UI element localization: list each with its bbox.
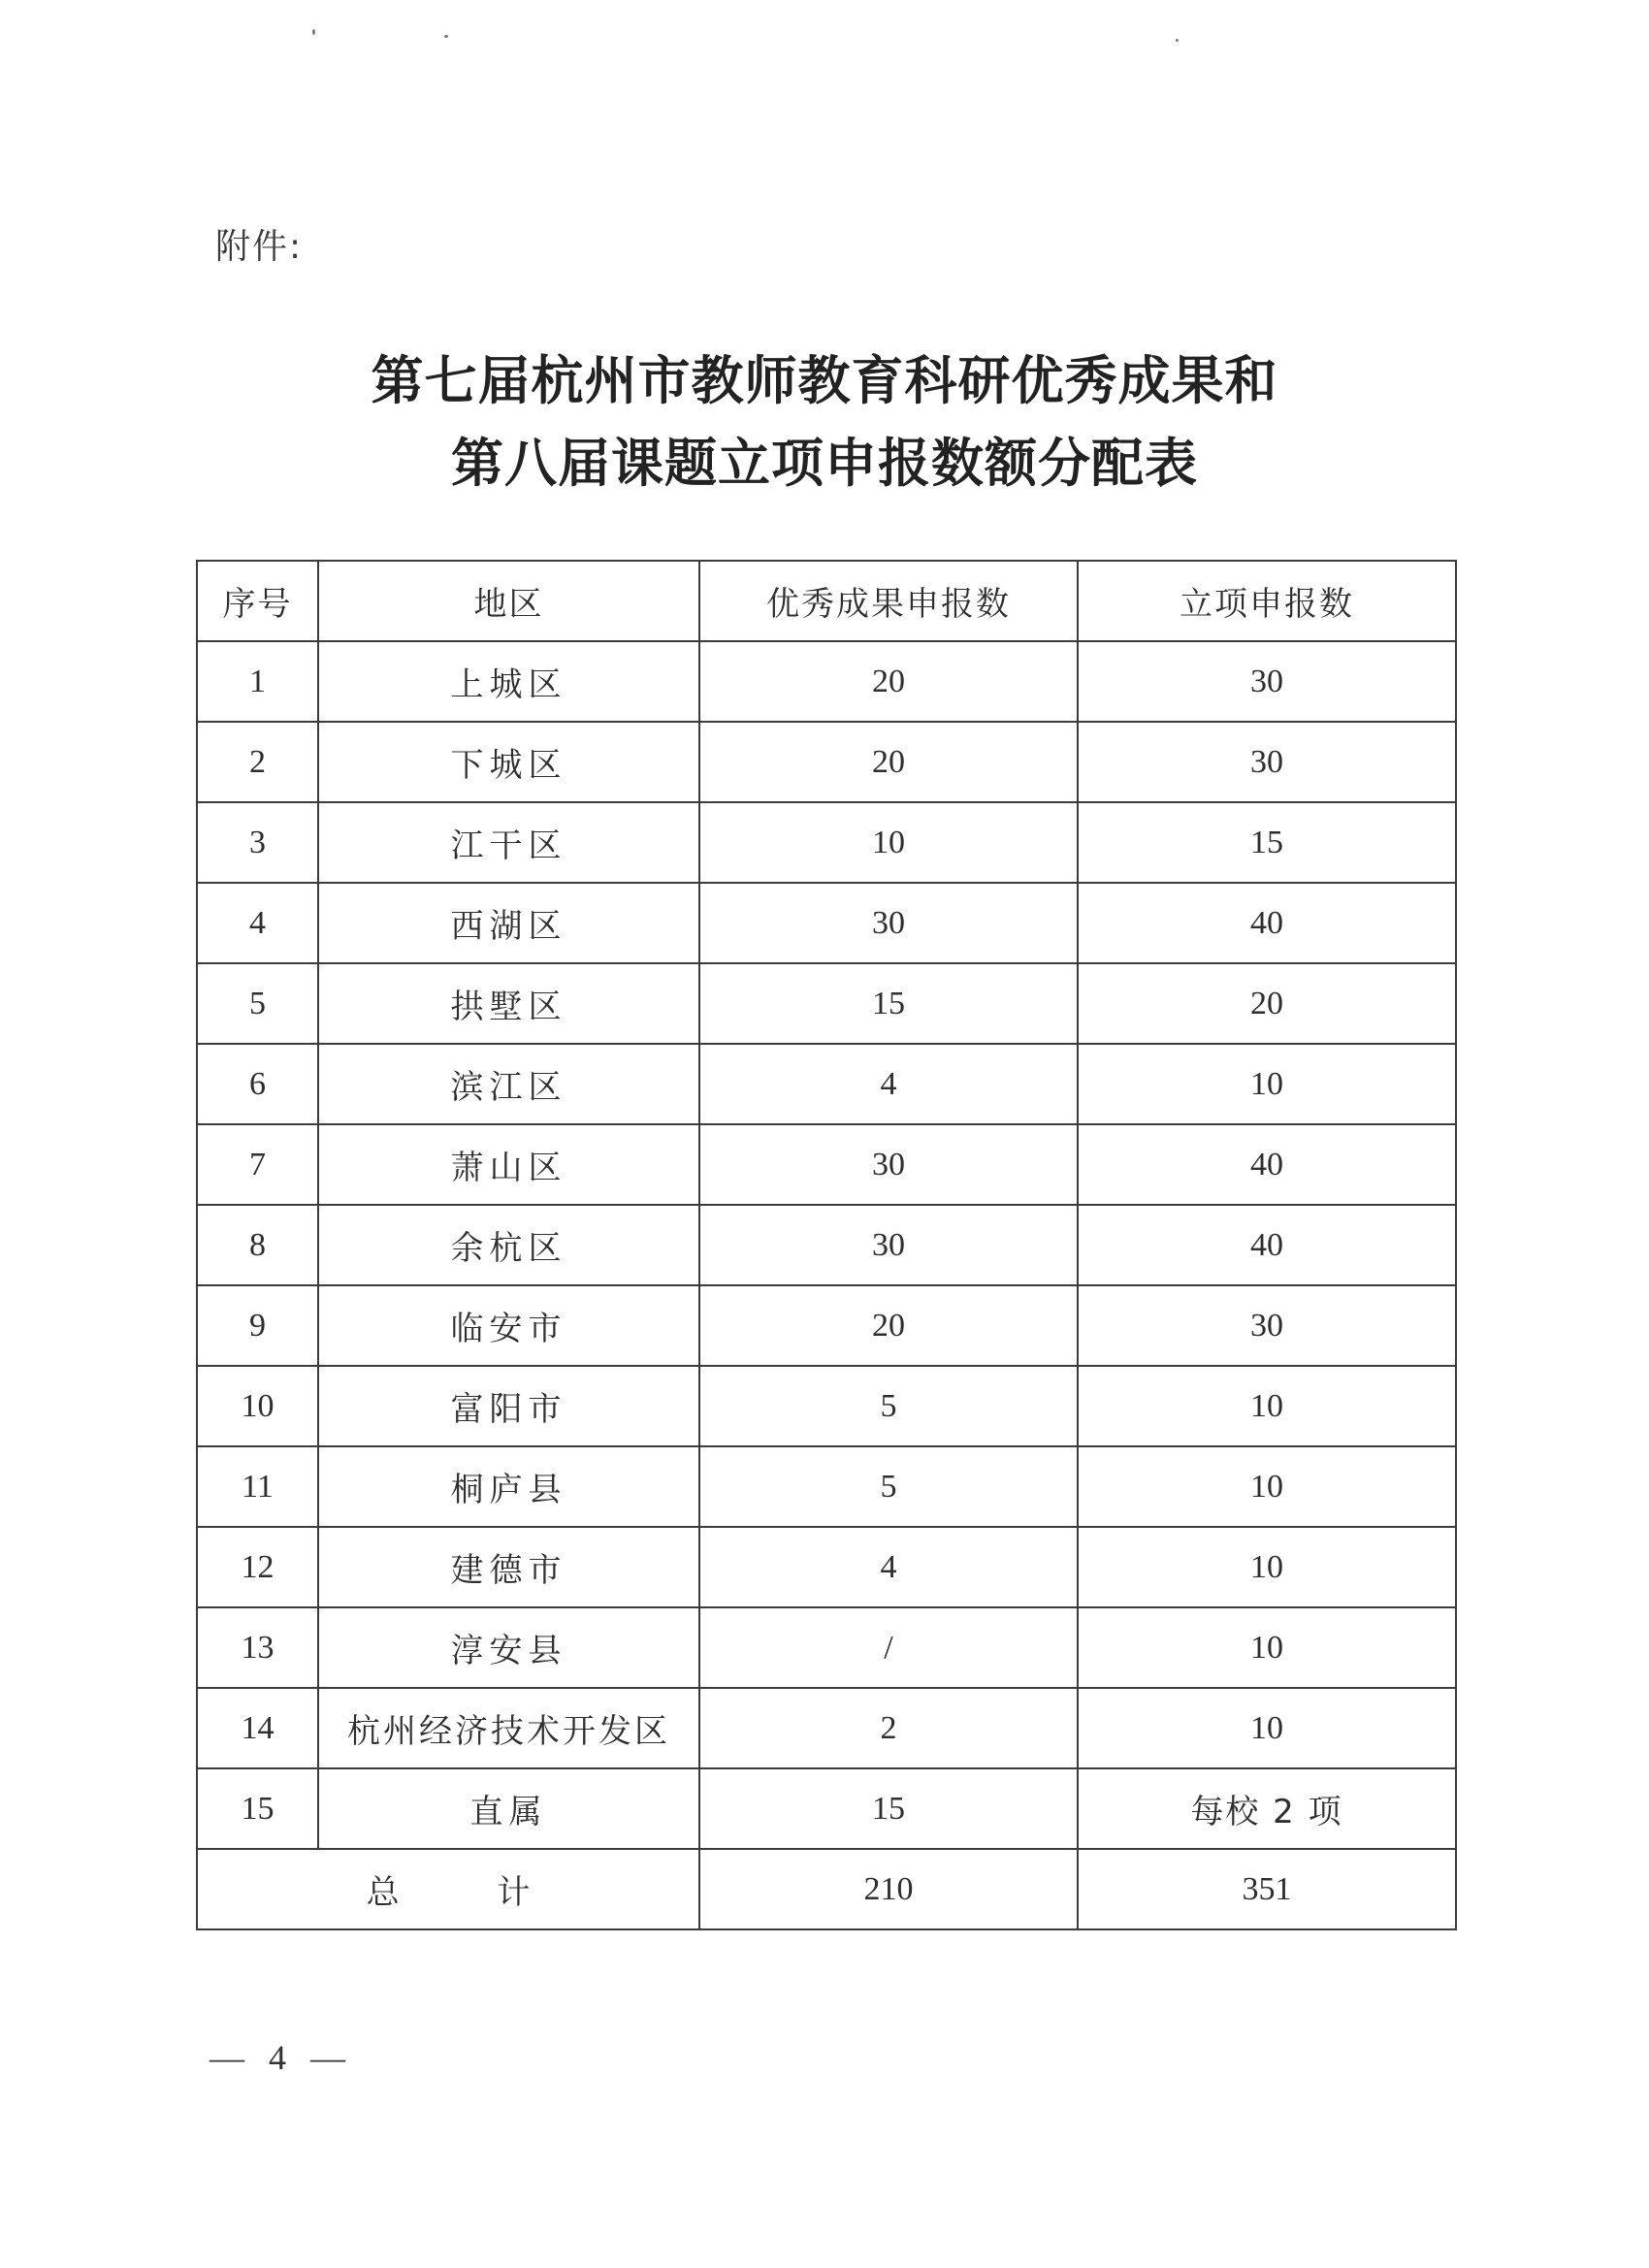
table-row bbox=[197, 1285, 1456, 1366]
table-row bbox=[197, 1205, 1456, 1285]
row-project-count: 每校 2 项 bbox=[1078, 1768, 1456, 1849]
header-region: 地区 bbox=[318, 561, 699, 641]
table-row bbox=[197, 1607, 1456, 1688]
header-project-count: 立项申报数 bbox=[1078, 561, 1456, 641]
row-region: 拱墅区 bbox=[318, 963, 699, 1044]
row-achievement-count: 15 bbox=[699, 963, 1078, 1044]
row-region: 上城区 bbox=[318, 641, 699, 722]
table-row bbox=[197, 1768, 1456, 1849]
row-region: 余杭区 bbox=[318, 1205, 699, 1285]
row-region: 萧山区 bbox=[318, 1124, 699, 1205]
row-index: 6 bbox=[197, 1044, 318, 1124]
row-region: 江干区 bbox=[318, 802, 699, 883]
row-project-count: 10 bbox=[1078, 1044, 1456, 1124]
table-row bbox=[197, 722, 1456, 802]
row-index: 14 bbox=[197, 1688, 318, 1768]
row-project-count: 10 bbox=[1078, 1366, 1456, 1446]
scan-speck bbox=[312, 29, 315, 35]
page-number: — 4 — bbox=[210, 2038, 353, 2077]
table-total-row bbox=[197, 1849, 1456, 1929]
row-achievement-count: 30 bbox=[699, 1205, 1078, 1285]
table-row bbox=[197, 641, 1456, 722]
row-achievement-count: 5 bbox=[699, 1366, 1078, 1446]
row-index: 10 bbox=[197, 1366, 318, 1446]
row-region: 富阳市 bbox=[318, 1366, 699, 1446]
header-achievement-count: 优秀成果申报数 bbox=[699, 561, 1078, 641]
row-project-count: 10 bbox=[1078, 1688, 1456, 1768]
row-index: 12 bbox=[197, 1527, 318, 1607]
row-region: 直属 bbox=[318, 1768, 699, 1849]
row-achievement-count: 20 bbox=[699, 641, 1078, 722]
quota-allocation-table bbox=[196, 560, 1457, 1930]
row-index: 8 bbox=[197, 1205, 318, 1285]
table-row bbox=[197, 1688, 1456, 1768]
row-index: 9 bbox=[197, 1285, 318, 1366]
scan-speck bbox=[1176, 39, 1179, 42]
row-achievement-count: 20 bbox=[699, 1285, 1078, 1366]
row-project-count: 15 bbox=[1078, 802, 1456, 883]
table-row bbox=[197, 802, 1456, 883]
row-index: 13 bbox=[197, 1607, 318, 1688]
row-index: 7 bbox=[197, 1124, 318, 1205]
row-index: 2 bbox=[197, 722, 318, 802]
table-header-row bbox=[197, 561, 1456, 641]
row-region: 临安市 bbox=[318, 1285, 699, 1366]
row-region: 西湖区 bbox=[318, 883, 699, 963]
table-row bbox=[197, 963, 1456, 1044]
table-row bbox=[197, 883, 1456, 963]
table-row bbox=[197, 1527, 1456, 1607]
row-achievement-count: 4 bbox=[699, 1527, 1078, 1607]
row-achievement-count: 30 bbox=[699, 883, 1078, 963]
row-region: 下城区 bbox=[318, 722, 699, 802]
row-project-count: 30 bbox=[1078, 641, 1456, 722]
row-achievement-count: 2 bbox=[699, 1688, 1078, 1768]
row-index: 4 bbox=[197, 883, 318, 963]
row-project-count: 40 bbox=[1078, 1124, 1456, 1205]
row-project-count: 10 bbox=[1078, 1446, 1456, 1527]
row-achievement-count: / bbox=[699, 1607, 1078, 1688]
row-achievement-count: 10 bbox=[699, 802, 1078, 883]
row-project-count: 30 bbox=[1078, 722, 1456, 802]
attachment-label: 附件: bbox=[215, 227, 304, 267]
row-achievement-count: 30 bbox=[699, 1124, 1078, 1205]
row-index: 5 bbox=[197, 963, 318, 1044]
row-region: 桐庐县 bbox=[318, 1446, 699, 1527]
row-index: 11 bbox=[197, 1446, 318, 1527]
row-project-count: 40 bbox=[1078, 883, 1456, 963]
row-project-count: 10 bbox=[1078, 1607, 1456, 1688]
row-project-count: 40 bbox=[1078, 1205, 1456, 1285]
table-row bbox=[197, 1124, 1456, 1205]
row-project-count: 20 bbox=[1078, 963, 1456, 1044]
row-achievement-count: 15 bbox=[699, 1768, 1078, 1849]
row-achievement-count: 5 bbox=[699, 1446, 1078, 1527]
row-index: 15 bbox=[197, 1768, 318, 1849]
header-index: 序号 bbox=[197, 561, 318, 641]
row-achievement-count: 4 bbox=[699, 1044, 1078, 1124]
table-row bbox=[197, 1044, 1456, 1124]
document-title-line-2: 第八届课题立项申报数额分配表 bbox=[451, 432, 1198, 494]
row-project-count: 10 bbox=[1078, 1527, 1456, 1607]
total-project-count: 351 bbox=[1078, 1849, 1456, 1929]
scan-speck bbox=[444, 35, 448, 38]
total-label: 总 计 bbox=[197, 1849, 699, 1929]
row-region: 杭州经济技术开发区 bbox=[318, 1688, 699, 1768]
table-row bbox=[197, 1366, 1456, 1446]
row-region: 建德市 bbox=[318, 1527, 699, 1607]
row-region: 淳安县 bbox=[318, 1607, 699, 1688]
document-title-line-1: 第七届杭州市教师教育科研优秀成果和 bbox=[371, 349, 1278, 411]
row-achievement-count: 20 bbox=[699, 722, 1078, 802]
row-index: 3 bbox=[197, 802, 318, 883]
row-project-count: 30 bbox=[1078, 1285, 1456, 1366]
row-region: 滨江区 bbox=[318, 1044, 699, 1124]
row-index: 1 bbox=[197, 641, 318, 722]
total-achievement-count: 210 bbox=[699, 1849, 1078, 1929]
table-row bbox=[197, 1446, 1456, 1527]
